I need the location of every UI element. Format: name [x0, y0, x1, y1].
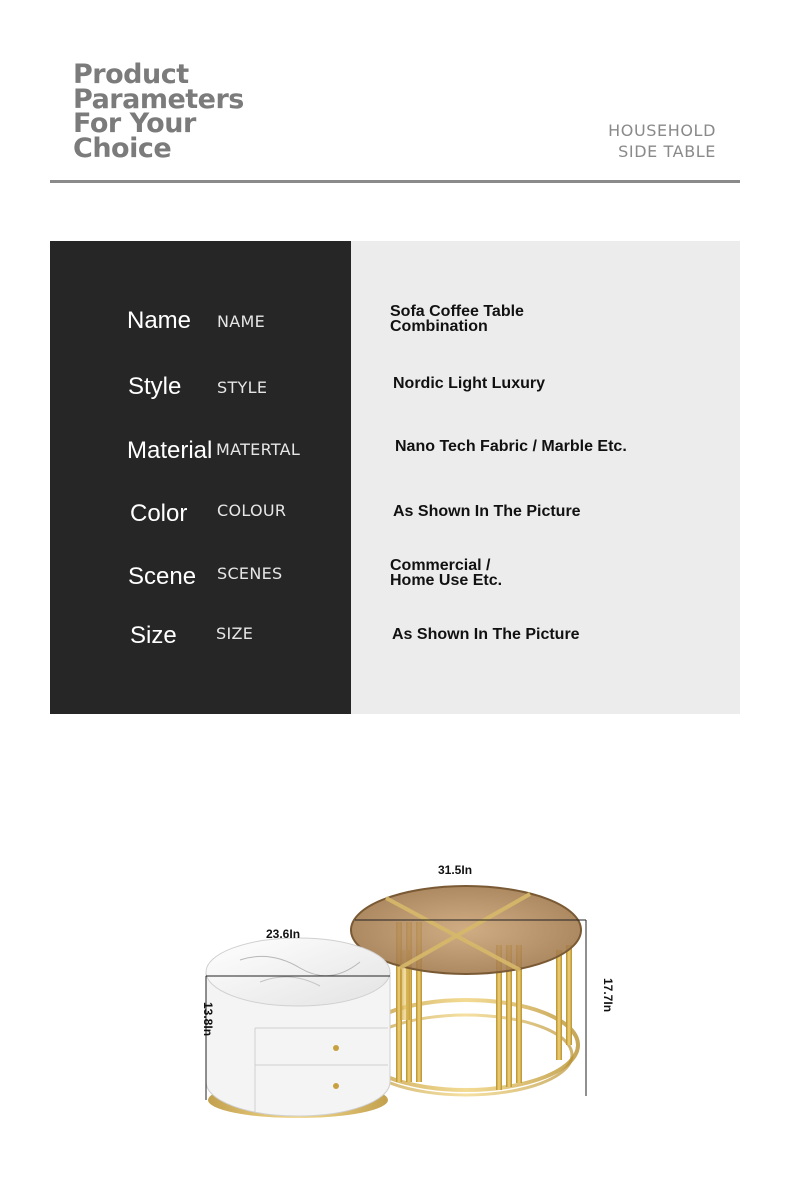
param-label-en: COLOUR	[217, 501, 287, 520]
param-value	[393, 504, 581, 519]
value-line: Sofa Coffee Table	[390, 303, 524, 320]
param-value	[395, 439, 627, 454]
category-line: SIDE TABLE	[618, 142, 716, 161]
product-category	[608, 120, 716, 162]
param-value	[390, 558, 502, 588]
param-label-en: NAME	[217, 312, 266, 331]
param-label-en: SIZE	[216, 624, 254, 643]
param-label: Style	[128, 373, 182, 400]
title-line: Parameters	[73, 83, 244, 115]
param-label-en: SCENES	[217, 564, 283, 583]
param-label: Color	[130, 500, 188, 527]
large-height-label: 17.7In	[601, 978, 615, 1013]
parameters-table	[50, 241, 740, 714]
value-line: Nordic Light Luxury	[393, 375, 545, 392]
param-label: Scene	[128, 563, 197, 590]
title-line: Product	[73, 59, 189, 90]
small-height-label: 13.8In	[201, 1002, 215, 1037]
labels-panel	[50, 241, 351, 714]
param-label: Size	[130, 622, 177, 649]
header-divider	[50, 180, 740, 183]
value-line: Commercial /	[390, 557, 491, 574]
param-label: Name	[127, 307, 192, 334]
product-dimension-figure	[160, 850, 630, 1120]
large-diameter-label: 31.5In	[438, 863, 473, 877]
category-line: HOUSEHOLD	[608, 121, 716, 140]
param-value	[392, 627, 580, 642]
value-line: Home Use Etc.	[390, 572, 503, 589]
param-label-en: MATERTAL	[216, 440, 301, 459]
value-line: As Shown In The Picture	[392, 626, 580, 643]
title-line: Choice	[73, 132, 172, 164]
value-line: As Shown In The Picture	[393, 503, 581, 520]
small-diameter-label: 23.6In	[266, 927, 301, 941]
value-line: Nano Tech Fabric / Marble Etc.	[395, 438, 627, 455]
value-line: Combination	[390, 318, 488, 335]
page-title	[73, 59, 244, 164]
param-value	[393, 376, 545, 391]
param-label: Material	[127, 437, 213, 464]
small-marble-drawer-table	[206, 938, 390, 1118]
param-value	[390, 304, 524, 334]
param-label-en: STYLE	[217, 378, 268, 397]
title-line: For Your	[73, 108, 196, 139]
